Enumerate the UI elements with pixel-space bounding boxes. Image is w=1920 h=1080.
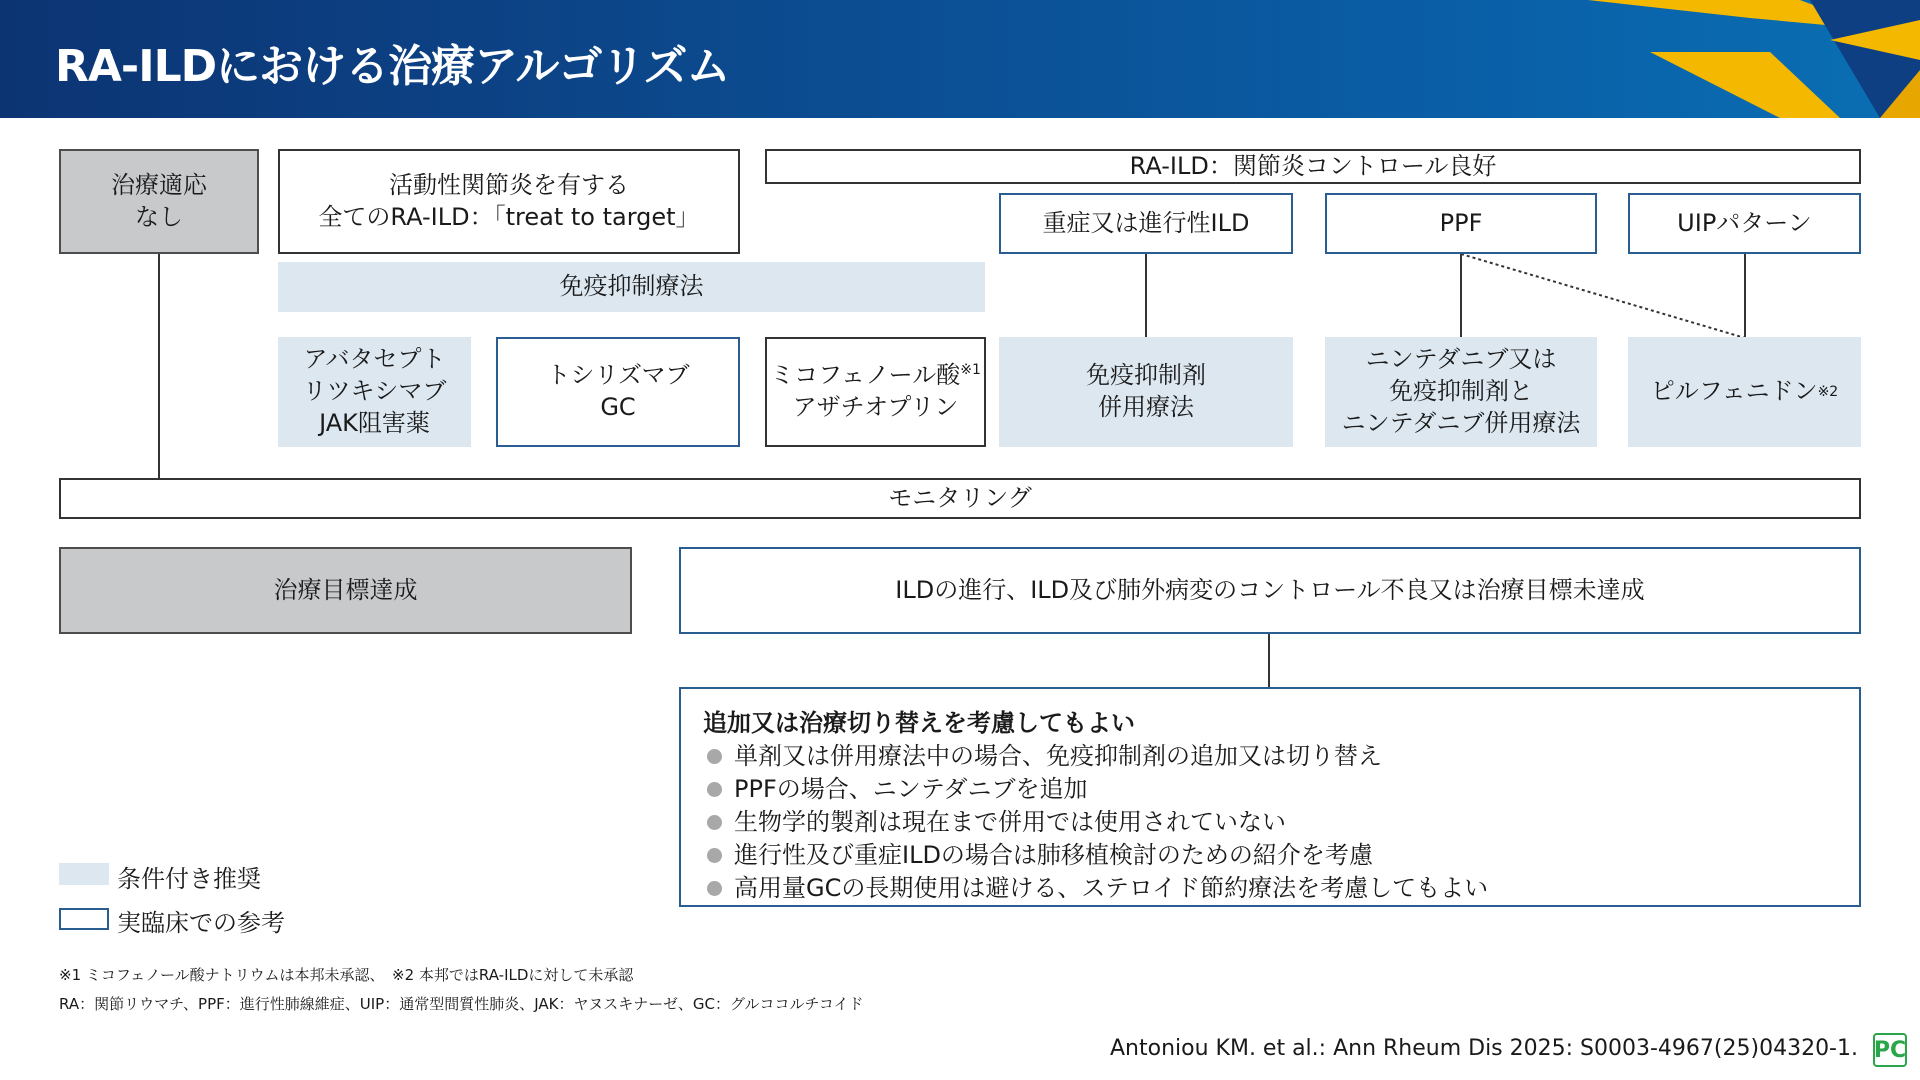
footnote-1: ※1 ミコフェノール酸ナトリウムは本邦未承認、 ※2 本邦ではRA-ILDに対して未承認 xyxy=(59,966,634,984)
pirfenidone-box: ピルフェニドン ※2 xyxy=(1628,337,1861,447)
additional-list xyxy=(703,740,1837,905)
legend-conditional: 条件付き推奨 xyxy=(117,865,261,893)
bullet-icon xyxy=(707,749,722,764)
bullet-icon xyxy=(707,815,722,830)
list-item: 進行性及び重症ILDの場合は肺移植検討のための紹介を考慮 xyxy=(703,839,1837,872)
page-title: RA-ILDにおける治療アルゴリズム xyxy=(55,41,730,92)
immunosuppression-band: 免疫抑制療法 xyxy=(278,262,985,312)
list-item: 高用量GCの長期使用は避ける、ステロイド節約療法を考慮してもよい xyxy=(703,872,1837,905)
no-treatment-box: 治療適応 なし xyxy=(59,149,259,254)
mycophenolate-line1: ミコフェノール酸$^{※1}$ xyxy=(770,361,981,390)
mycophenolate-line2: アザチオプリン xyxy=(792,393,959,421)
footnote-2: RA：関節リウマチ、PPF：進行性肺線維症、UIP：通常型間質性肺炎、JAK：ヤヌスキナーゼ、GC：グルココルチコイド xyxy=(59,995,864,1013)
list-item: 単剤又は併用療法中の場合、免疫抑制剤の追加又は切り替え xyxy=(703,740,1837,773)
progression-box: ILDの進行、ILD及び肺外病変のコントロール不良又は治療目標未達成 xyxy=(679,547,1861,634)
connector-progression xyxy=(1268,634,1270,688)
goal-achieved-box: 治療目標達成 xyxy=(59,547,632,634)
pirfenidone-label: ピルフェニドン xyxy=(1650,377,1818,406)
mycophenolate-box xyxy=(765,337,986,447)
bullet-icon xyxy=(707,848,722,863)
tocilizumab-box: トシリズマブ GC xyxy=(496,337,740,447)
list-item: 生物学的製剤は現在まで併用では使用されていない xyxy=(703,806,1837,839)
severe-ild-box: 重症又は進行性ILD xyxy=(999,193,1293,254)
nintedanib-box: ニンテダニブ又は 免疫抑制剤と ニンテダニブ併用療法 xyxy=(1325,337,1597,447)
list-item: PPFの場合、ニンテダニブを追加 xyxy=(703,773,1837,806)
abatacept-box: アバタセプト リツキシマブ JAK阻害薬 xyxy=(278,337,471,447)
good-control-box: RA-ILD：関節炎コントロール良好 xyxy=(765,149,1861,184)
legend-swatch-clinical xyxy=(59,908,109,930)
legend-swatch-conditional xyxy=(59,863,109,885)
header-decoration xyxy=(1580,0,1920,118)
bullet-icon xyxy=(707,881,722,896)
connector-dotted xyxy=(1458,252,1748,340)
additional-therapy-box xyxy=(679,687,1861,907)
legend-clinical: 実臨床での参考 xyxy=(117,909,285,937)
additional-heading: 追加又は治療切り替えを考慮してもよい xyxy=(703,709,1135,737)
immuno-combo-box: 免疫抑制剤 併用療法 xyxy=(999,337,1293,447)
active-arthritis-box: 活動性関節炎を有する 全てのRA-ILD：「treat to target」 xyxy=(278,149,740,254)
bullet-icon xyxy=(707,782,722,797)
connector-no-treatment xyxy=(158,253,160,478)
monitoring-bar: モニタリング xyxy=(59,478,1861,519)
ppf-box: PPF xyxy=(1325,193,1597,254)
citation: Antoniou KM. et al.: Ann Rheum Dis 2025: S0003-4967(25)04320-1. xyxy=(1110,1036,1858,1061)
pc-logo-icon: PC xyxy=(1873,1033,1907,1067)
uip-box: UIPパターン xyxy=(1628,193,1861,254)
connector-severe xyxy=(1145,253,1147,337)
